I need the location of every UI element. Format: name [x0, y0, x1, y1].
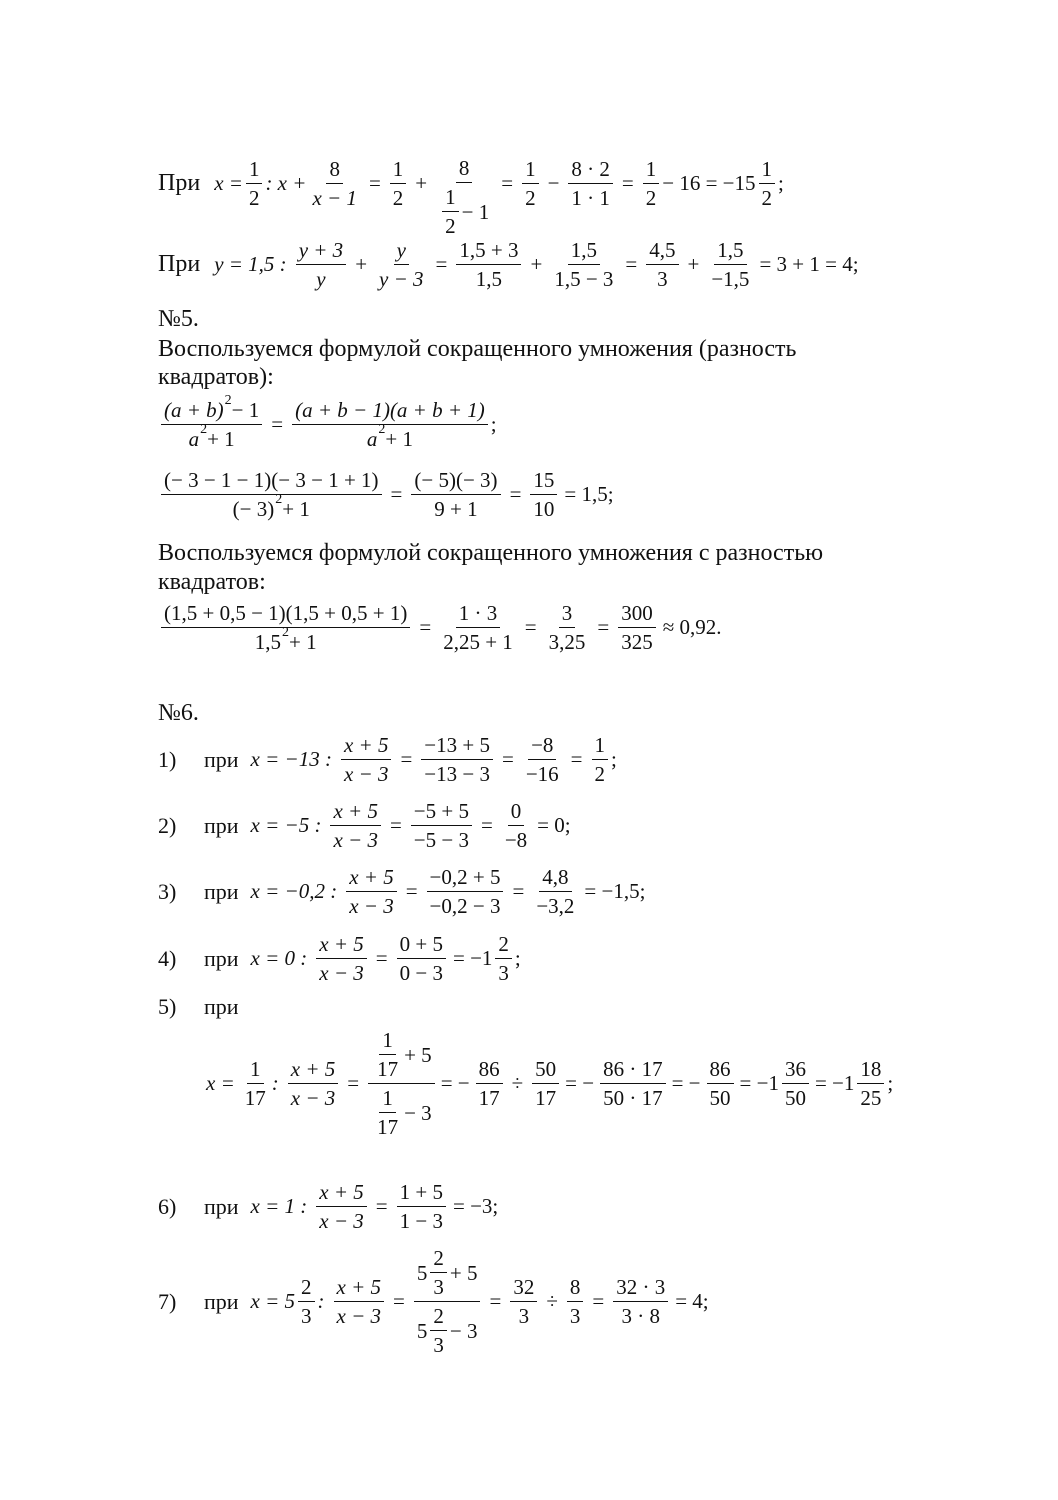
item-4: 4) при x = 0 : $\frac{x + 5}{x - 3}$ = $\frac{0 + 5}{0 - 3}$ = −1 $\frac{2}{3}$ ;	[158, 932, 521, 985]
fraction: $\frac{1}{2}$	[246, 155, 263, 212]
item-5-label: 5) при	[158, 994, 239, 1019]
heading-n5: №5.	[158, 306, 199, 332]
fraction: $\frac{1}{2}$	[390, 155, 407, 212]
pri-label: При	[158, 251, 201, 277]
paragraph: квадратов):	[158, 364, 274, 390]
item-1: 1) при x = −13 : $\frac{x + 5}{x - 3}$ = $\frac{-13 + 5}{-13 - 3}$ = $\frac{-8}{-16}$ = $\frac{1}{2}$ ;	[158, 733, 617, 786]
pri-label: При	[158, 169, 201, 196]
expr: x =	[214, 170, 243, 195]
fraction: $\frac{4,5}{3}$	[646, 236, 678, 293]
fraction: $\frac{y}{y - 3}$	[379, 238, 424, 291]
item-7: 7) при x = 5 $\frac{2}{3}$ : $\frac{x + 5}{x - 3}$ = 5 $\frac{2}{3}$ + 5 5 $\frac{2}{3}$ − 3 = $\frac{32}{3}$ ÷ $\frac{8}{3}$ = $\frac{32 \cdot 3}{3 \cdot 8}$ = 4;	[158, 1246, 709, 1357]
expr: : x +	[265, 170, 307, 195]
fraction: $\frac{1,5}{1,5 - 3}$	[554, 238, 614, 291]
fraction: $\frac{1,5}{-1,5}$	[711, 238, 750, 291]
paragraph: квадратов:	[158, 569, 266, 595]
item-2: 2) при x = −5 : $\frac{x + 5}{x - 3}$ = $\frac{-5 + 5}{-5 - 3}$ = $\frac{0}{-8}$ = 0;	[158, 799, 571, 852]
fraction: $\frac{y + 3}{y}$	[296, 236, 347, 293]
fraction: $\frac{1,5 + 3}{1,5}$	[456, 236, 521, 293]
equation-substitution: (− 3 − 1 − 1)(− 3 − 1 + 1) (− 3) 2 + 1 = $\frac{(- 5)(- 3)}{9 + 1}$ = $\frac{15}{10}$ = 1,5;	[158, 466, 614, 523]
item-3: 3) при x = −0,2 : $\frac{x + 5}{x - 3}$ = $\frac{-0,2 + 5}{-0,2 - 3}$ = $\frac{4,8}{-3,2}$ = −1,5;	[158, 865, 646, 918]
fraction: $\frac{8 \cdot 2}{1 \cdot 1}$	[568, 155, 613, 212]
fraction: $\frac{1}{2}$	[759, 155, 776, 212]
heading-n6: №6.	[158, 700, 199, 726]
paragraph: Воспользуемся формулой сокращенного умножения с разностью	[158, 540, 824, 566]
fraction: $\frac{1}{2}$	[522, 155, 539, 212]
fraction: $\frac{1}{2}$	[643, 155, 660, 212]
fraction: $\frac{8}{x - 1}$	[312, 156, 357, 210]
equation-second-substitution: (1,5 + 0,5 − 1)(1,5 + 0,5 + 1) 1,5 2 + 1 = $\frac{1 \cdot 3}{2,25 + 1}$ = $\frac{3}{3,25}$ = $\frac{300}{325}$ ≈ 0,92.	[158, 599, 722, 656]
equation-line-x-half: При x = $\frac{1}{2}$ : x + $\frac{8}{x - 1}$ = $\frac{1}{2}$ + 8 $\frac{1}{2}$ − 1 = $\frac{1}{2}$ − $\frac{8 \cdot 2}{1 \cdot 1}$ = $\frac{1}{2}$ − 16 = −15 $\frac{1}{2}$ ;	[158, 156, 784, 238]
equation-line-y: При y = 1,5 : $\frac{y + 3}{y}$ + $\frac{y}{y - 3}$ = $\frac{1,5 + 3}{1,5}$ + $\frac{1,5}{1,5 - 3}$ = $\frac{4,5}{3}$ + $\frac{1,5}{-1,5}$ = 3 + 1 = 4;	[158, 238, 859, 291]
fraction-complex: 8 $\frac{1}{2}$ − 1	[436, 154, 492, 240]
expr: − 16 = −15	[662, 170, 756, 195]
paragraph: Воспользуемся формулой сокращенного умножения (разность	[158, 336, 797, 362]
equation-difference-squares-formula: (a + b) 2 − 1 a 2 + 1 = (a + b − 1)(a + b + 1) a 2 + 1 ;	[158, 396, 497, 453]
item-6: 6) при x = 1 : $\frac{x + 5}{x - 3}$ = $\frac{1 + 5}{1 - 3}$ = −3;	[158, 1180, 499, 1233]
item-5-equation: x = $\frac{1}{17}$ : $\frac{x + 5}{x - 3}$ = $\frac{1}{17}$ + 5 $\frac{1}{17}$ − 3 = − $\frac{86}{17}$ ÷ $\frac{50}{17}$ = − $\frac{86 \cdot 17}{50 \cdot 17}$ = − $\frac{86}{50}$ = −1 $\frac{36}{50}$ = −1 $\frac{18}{25}$ ;	[206, 1028, 894, 1139]
expr: y = 1,5 :	[214, 252, 287, 276]
